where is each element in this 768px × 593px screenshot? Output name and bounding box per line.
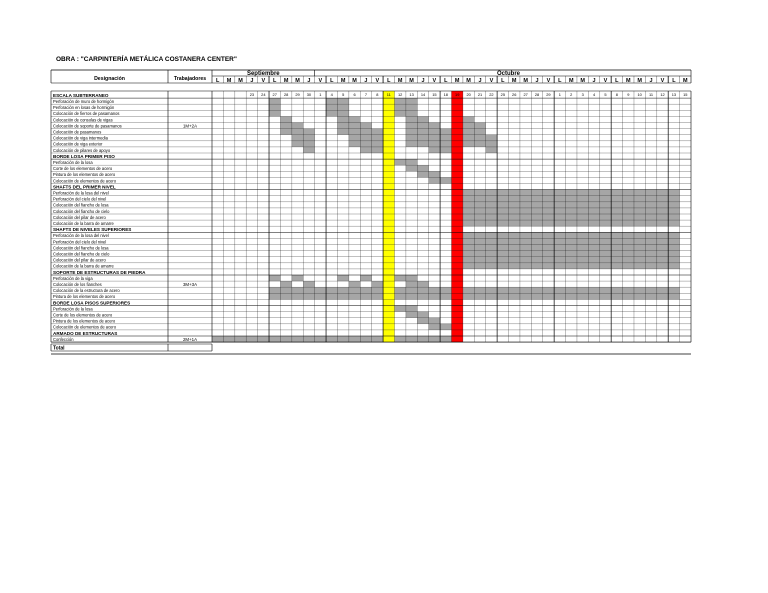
gantt-bar <box>269 110 280 116</box>
gantt-bar <box>463 202 680 208</box>
date-label: 18 <box>443 92 448 97</box>
section-header: SOPORTE DE ESTRUCTURAS DE PIEDRA <box>53 269 146 275</box>
weekday-label: J <box>478 77 482 84</box>
task-label: Colocación de los fianches <box>53 282 102 287</box>
task-label: Colocación de pasamanos <box>53 129 102 135</box>
task-label: Perforación de la losa del nivel <box>53 233 109 239</box>
gantt-bar <box>486 147 497 153</box>
date-label: 14 <box>420 92 426 97</box>
workers-value: 2M+1A <box>182 337 198 343</box>
weekday-label: M <box>409 77 414 84</box>
date-label: 19 <box>455 92 460 97</box>
date-label: 2 <box>570 92 573 97</box>
task-label: Colocación de consolas de vigas <box>53 117 113 123</box>
date-label: 27 <box>272 92 277 97</box>
weekday-label: V <box>261 77 266 84</box>
gantt-bar <box>463 245 680 251</box>
weekday-label: V <box>546 77 551 84</box>
date-label: 13 <box>409 92 414 97</box>
weekday-label: M <box>340 77 346 84</box>
weekday-label: M <box>568 77 574 84</box>
date-label: 20 <box>466 92 471 97</box>
date-label: 11 <box>649 92 654 97</box>
date-label: 30 <box>306 92 312 97</box>
task-label: Colocación de viga exterior <box>53 141 103 147</box>
weekday-label: M <box>683 77 688 84</box>
gantt-bar <box>212 336 383 342</box>
weekday-label: V <box>603 77 608 84</box>
date-label: 12 <box>398 92 403 97</box>
task-label: Confección <box>53 336 74 342</box>
weekday-label: M <box>523 77 528 84</box>
task-label: Colocación del fiancho de cielo <box>53 251 110 257</box>
gantt-bar <box>269 98 280 104</box>
date-label: 29 <box>546 92 551 97</box>
weekday-label: J <box>421 77 425 84</box>
date-label: 23 <box>249 92 255 97</box>
date-label: 27 <box>523 92 528 97</box>
date-label: 15 <box>683 92 688 97</box>
gantt-bar <box>349 141 383 147</box>
month-label: Septiembre <box>246 71 280 77</box>
gantt-bar <box>349 281 360 287</box>
date-label: 10 <box>637 92 642 97</box>
task-label: Corte de los elementos de acero <box>53 166 113 172</box>
gantt-bar <box>463 214 680 220</box>
gantt-bar <box>463 257 680 263</box>
weekday-label: L <box>330 77 334 84</box>
task-label: Perforación de la viga <box>53 275 93 281</box>
task-label: Pintura de los elementos de acero <box>53 294 116 300</box>
weekday-label: L <box>501 77 505 84</box>
gantt-bar <box>463 263 680 269</box>
task-label: Colocación de pilares de apoyo <box>53 147 111 153</box>
weekday-label: M <box>637 77 642 84</box>
gantt-bar <box>303 147 314 153</box>
total-label: Total <box>53 345 65 352</box>
section-header: BORDE LOSA PISOS SUPERIORES <box>53 300 131 306</box>
gantt-bar <box>269 275 280 281</box>
task-label: Colocación de la barra de amarre <box>53 263 114 269</box>
date-label: 21 <box>477 92 483 97</box>
weekday-label: L <box>273 77 277 84</box>
task-label: Colocación del pilar de acero <box>53 214 106 220</box>
gantt-bar <box>463 293 680 299</box>
weekday-label: V <box>375 77 380 84</box>
date-label: 28 <box>534 92 540 97</box>
gantt-bar <box>463 196 680 202</box>
gantt-bar <box>280 129 314 135</box>
gantt-bar <box>303 281 314 287</box>
weekday-label: J <box>535 77 539 84</box>
date-label: 5 <box>604 92 607 97</box>
task-label: Perforación de muro de hormigón <box>53 99 114 104</box>
weekday-label: M <box>625 77 631 84</box>
workers-value: 3M+3A <box>182 282 198 288</box>
section-header: ESCALA SUBTERRANEO <box>53 92 109 98</box>
gantt-bar <box>394 336 451 342</box>
date-label: 25 <box>500 92 505 97</box>
weekday-label: M <box>226 77 232 84</box>
date-label: 6 <box>353 92 356 97</box>
gantt-bar <box>280 116 291 122</box>
weekday-label: M <box>238 77 243 84</box>
weekday-label: M <box>511 77 517 84</box>
date-label: 12 <box>660 92 665 97</box>
weekday-label: J <box>592 77 596 84</box>
weekday-label: L <box>387 77 391 84</box>
gantt-bar <box>394 293 451 299</box>
date-label: 15 <box>432 92 437 97</box>
date-label: 28 <box>283 92 289 97</box>
task-label: Colocación del pilar de acero <box>53 257 106 263</box>
task-label: Pintura de los elementos de acero <box>53 172 116 178</box>
weekday-label: J <box>649 77 653 84</box>
section-header: BORDE LOSA PRIMER PISO <box>53 153 115 159</box>
document-title: OBRA : "CARPINTERÍA METÁLICA COSTANERA CENTER" <box>56 56 237 63</box>
task-label: Colocación de elementos de acero <box>53 178 117 184</box>
task-label: Perforación de la losa <box>53 160 93 165</box>
date-label: 11 <box>386 92 391 97</box>
weekday-label: M <box>283 77 289 84</box>
task-label: Colocación del fiancho de losa <box>53 202 109 208</box>
weekday-label: L <box>444 77 448 84</box>
gantt-bar <box>463 116 474 122</box>
gantt-bar <box>394 287 451 293</box>
gantt-bar <box>463 190 680 196</box>
gantt-bar <box>406 123 440 129</box>
task-label: Perforación del cielo del nivel <box>53 196 107 202</box>
section-header: ARMADO DE ESTRUCTURAS <box>53 330 118 336</box>
date-label: 1 <box>558 92 561 97</box>
task-label: Colocación de soporte de pasamanos <box>53 123 122 129</box>
task-label: Colocación de fierros de pasamanos <box>53 111 120 117</box>
section-header: SHAFTS DEL PRIMER NIVEL <box>53 184 116 190</box>
date-label: 5 <box>342 92 345 97</box>
date-label: 7 <box>364 92 368 97</box>
gantt-bar <box>269 104 280 110</box>
weekday-label: V <box>489 77 494 84</box>
weekday-label: M <box>352 77 357 84</box>
weekday-label: L <box>216 77 220 84</box>
gantt-bar <box>337 123 371 129</box>
date-label: 1 <box>319 92 322 97</box>
date-label: 22 <box>489 92 494 97</box>
weekday-label: J <box>364 77 368 84</box>
weekday-label: J <box>307 77 311 84</box>
workers-value: 1M+2A <box>182 123 198 129</box>
weekday-label: L <box>615 77 619 84</box>
weekday-label: L <box>558 77 562 84</box>
section-header: SHAFTS DE NIVELES SUPERIORES <box>53 227 132 233</box>
date-label: 4 <box>330 92 333 97</box>
gantt-bar <box>463 220 680 226</box>
date-label: 4 <box>592 92 596 97</box>
date-label: 9 <box>627 92 630 97</box>
task-label: Perforación en losas de hormigón <box>53 105 115 111</box>
date-label: 8 <box>615 92 618 97</box>
weekday-label: M <box>397 77 403 84</box>
gantt-bar <box>292 275 303 281</box>
header-designation: Designación <box>94 76 125 82</box>
month-label: Octubre <box>497 71 521 77</box>
weekday-label: V <box>660 77 665 84</box>
gantt-bar <box>349 135 383 141</box>
weekday-label: J <box>250 77 254 84</box>
weekday-label: M <box>580 77 585 84</box>
weekday-label: M <box>454 77 460 84</box>
task-label: Colocación de viga intermedia <box>53 135 108 141</box>
gantt-bar <box>463 238 680 244</box>
task-label: Corte de los elementos de acero <box>53 312 113 318</box>
task-label: Colocación del fiancho de losa <box>53 245 109 251</box>
gantt-bar <box>463 251 680 257</box>
gantt-bar <box>463 135 497 141</box>
gantt-bar <box>360 275 371 281</box>
weekday-label: M <box>295 77 300 84</box>
date-label: 3 <box>581 92 584 97</box>
task-label: Perforación de la losa <box>53 306 93 312</box>
task-label: Colocación del fiancho de cielo <box>53 208 110 214</box>
date-label: 29 <box>295 92 300 97</box>
date-label: 8 <box>376 92 379 97</box>
gantt-bar <box>463 141 497 147</box>
weekday-label: L <box>672 77 676 84</box>
gantt-bar <box>280 281 291 287</box>
task-label: Pintura de los elementos de acero <box>53 318 116 324</box>
task-label: Perforación del cielo del nivel <box>53 239 107 245</box>
task-label: Perforación de la losa del nivel <box>53 190 109 196</box>
weekday-label: V <box>318 77 323 84</box>
date-label: 26 <box>512 92 517 97</box>
date-label: 24 <box>261 92 266 97</box>
task-label: Colocación de la estructura de acero <box>53 288 120 294</box>
gantt-bar <box>463 208 680 214</box>
gantt-bar <box>372 281 383 287</box>
weekday-label: M <box>466 77 471 84</box>
task-label: Colocación de elementos de acero <box>53 324 117 330</box>
gantt-bar <box>337 275 348 281</box>
gantt-bar <box>463 232 680 238</box>
weekday-label: V <box>432 77 437 84</box>
header-workers: Trabajadores <box>173 76 207 82</box>
gantt-bar <box>463 287 680 293</box>
date-label: 13 <box>671 92 677 97</box>
task-label: Colocación de la barra de amarre <box>53 221 114 226</box>
